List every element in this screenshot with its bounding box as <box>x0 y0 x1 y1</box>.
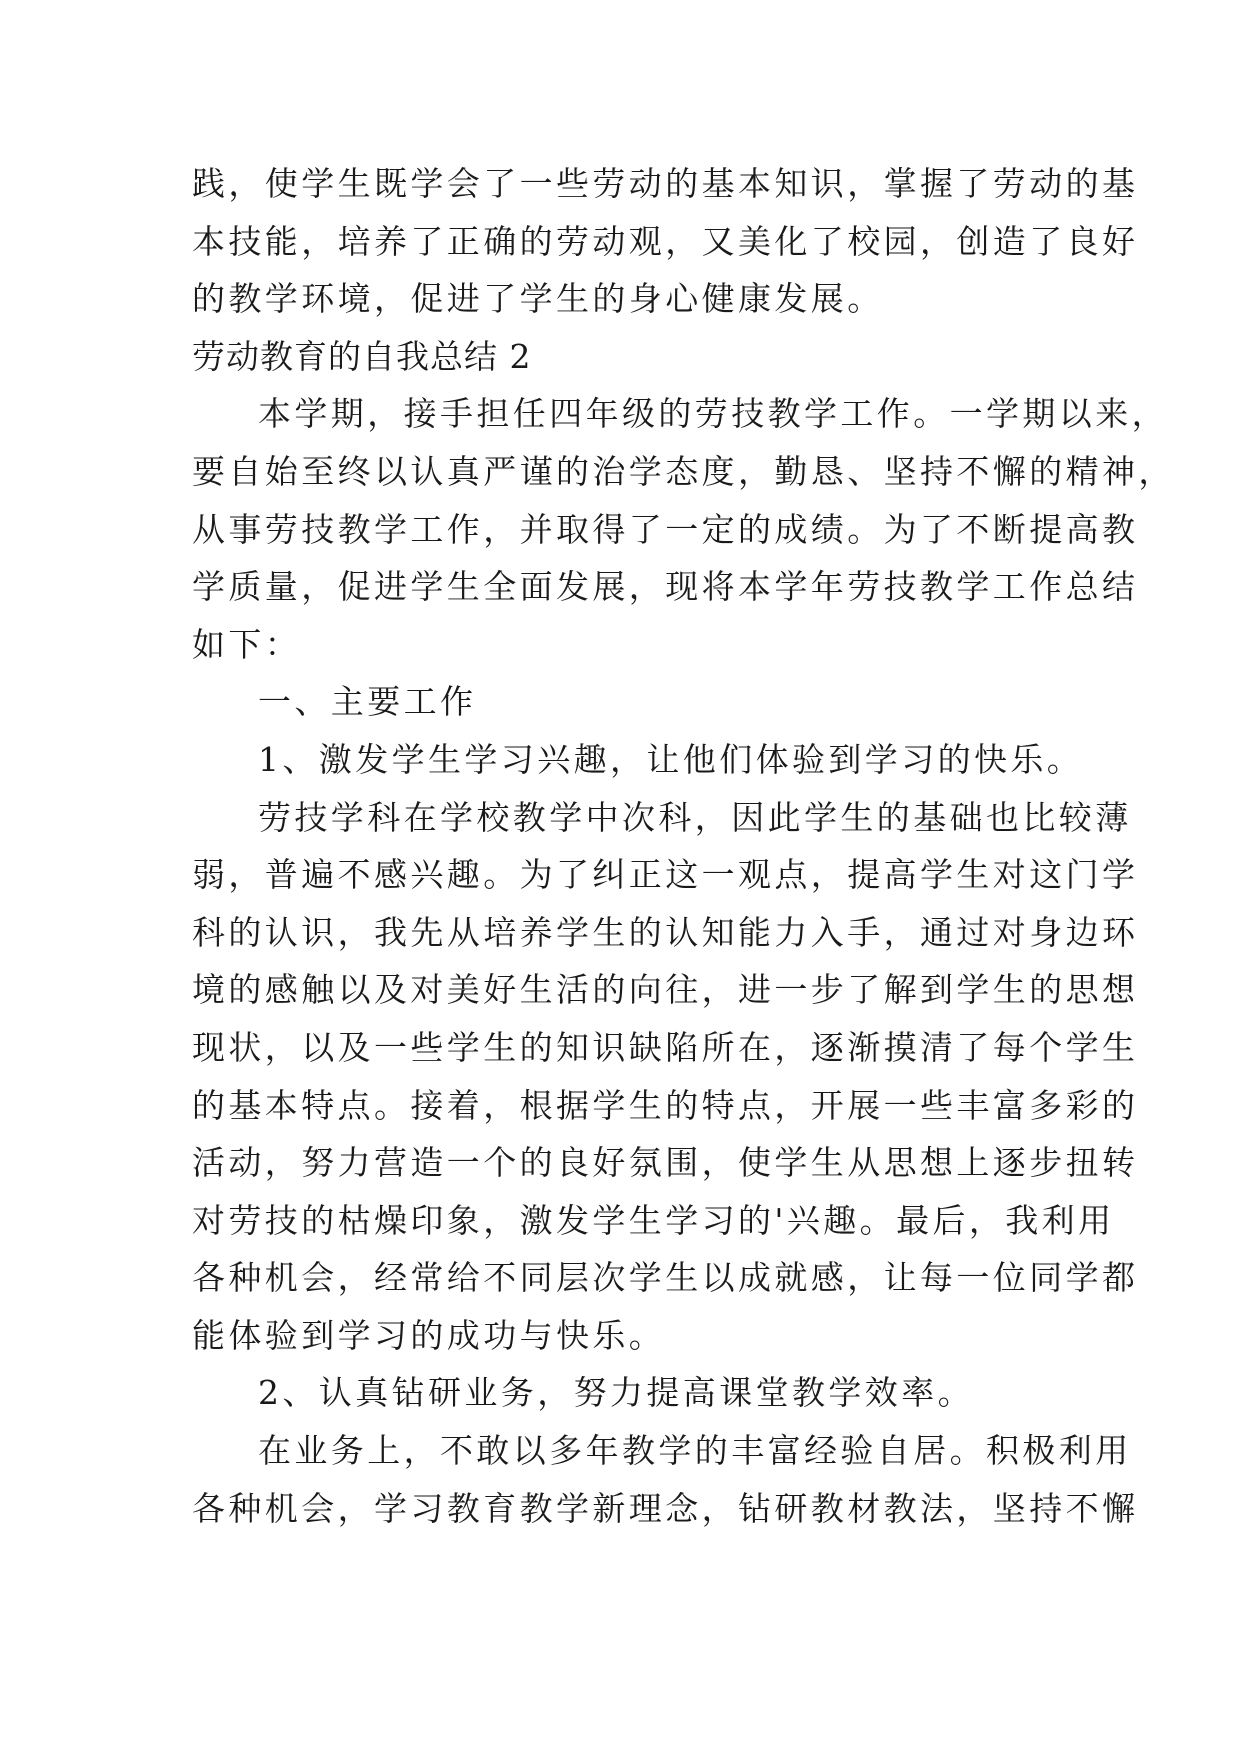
text-line: 本技能，培养了正确的劳动观，又美化了校园，创造了良好 <box>192 221 1139 261</box>
text-line: 要自始至终以认真严谨的治学态度，勤恳、坚持不懈的精神， <box>192 451 1175 491</box>
text-line: 弱，普遍不感兴趣。为了纠正这一观点，提高学生对这门学 <box>192 855 1139 895</box>
text-line: 对劳技的枯燥印象，激发学生学习的'兴趣。最后，我利用 <box>192 1200 1115 1240</box>
text-line: 境的感触以及对美好生活的向往，进一步了解到学生的思想 <box>192 970 1139 1010</box>
subheading-point-1: 1、激发学生学习兴趣，让他们体验到学习的快乐。 <box>258 739 1084 779</box>
text-line: 能体验到学习的成功与快乐。 <box>192 1315 666 1355</box>
subheading-point-2: 2、认真钻研业务，努力提高课堂教学效率。 <box>258 1373 974 1413</box>
text-line: 的教学环境，促进了学生的身心健康发展。 <box>192 279 884 319</box>
text-line: 从事劳技教学工作，并取得了一定的成绩。为了不断提高教 <box>192 509 1139 549</box>
text-line: 践，使学生既学会了一些劳动的基本知识，掌握了劳动的基 <box>192 164 1139 203</box>
text-line: 科的认识，我先从培养学生的认知能力入手，通过对身边环 <box>192 912 1139 952</box>
section-heading: 劳动教育的自我总结 2 <box>192 336 532 376</box>
paragraph-first-line: 在业务上，不敢以多年教学的丰富经验自居。积极利用 <box>258 1431 1132 1471</box>
text-line: 各种机会，经常给不同层次学生以成就感，让每一位同学都 <box>192 1258 1139 1298</box>
text-line: 各种机会，学习教育教学新理念，钻研教材教法，坚持不懈 <box>192 1488 1139 1528</box>
text-line: 的基本特点。接着，根据学生的特点，开展一些丰富多彩的 <box>192 1085 1139 1125</box>
subheading-main-work: 一、主要工作 <box>258 682 477 722</box>
text-line: 学质量，促进学生全面发展，现将本学年劳技教学工作总结 <box>192 567 1139 607</box>
text-line: 现状，以及一些学生的知识缺陷所在，逐渐摸清了每个学生 <box>192 1027 1139 1067</box>
paragraph-first-line: 劳技学科在学校教学中次科，因此学生的基础也比较薄 <box>258 797 1132 837</box>
paragraph-first-line: 本学期，接手担任四年级的劳技教学工作。一学期以来， <box>258 394 1168 434</box>
text-line: 活动，努力营造一个的良好氛围，使学生从思想上逐步扭转 <box>192 1143 1139 1183</box>
document-body <box>192 155 1175 1537</box>
text-line: 如下： <box>192 624 302 664</box>
